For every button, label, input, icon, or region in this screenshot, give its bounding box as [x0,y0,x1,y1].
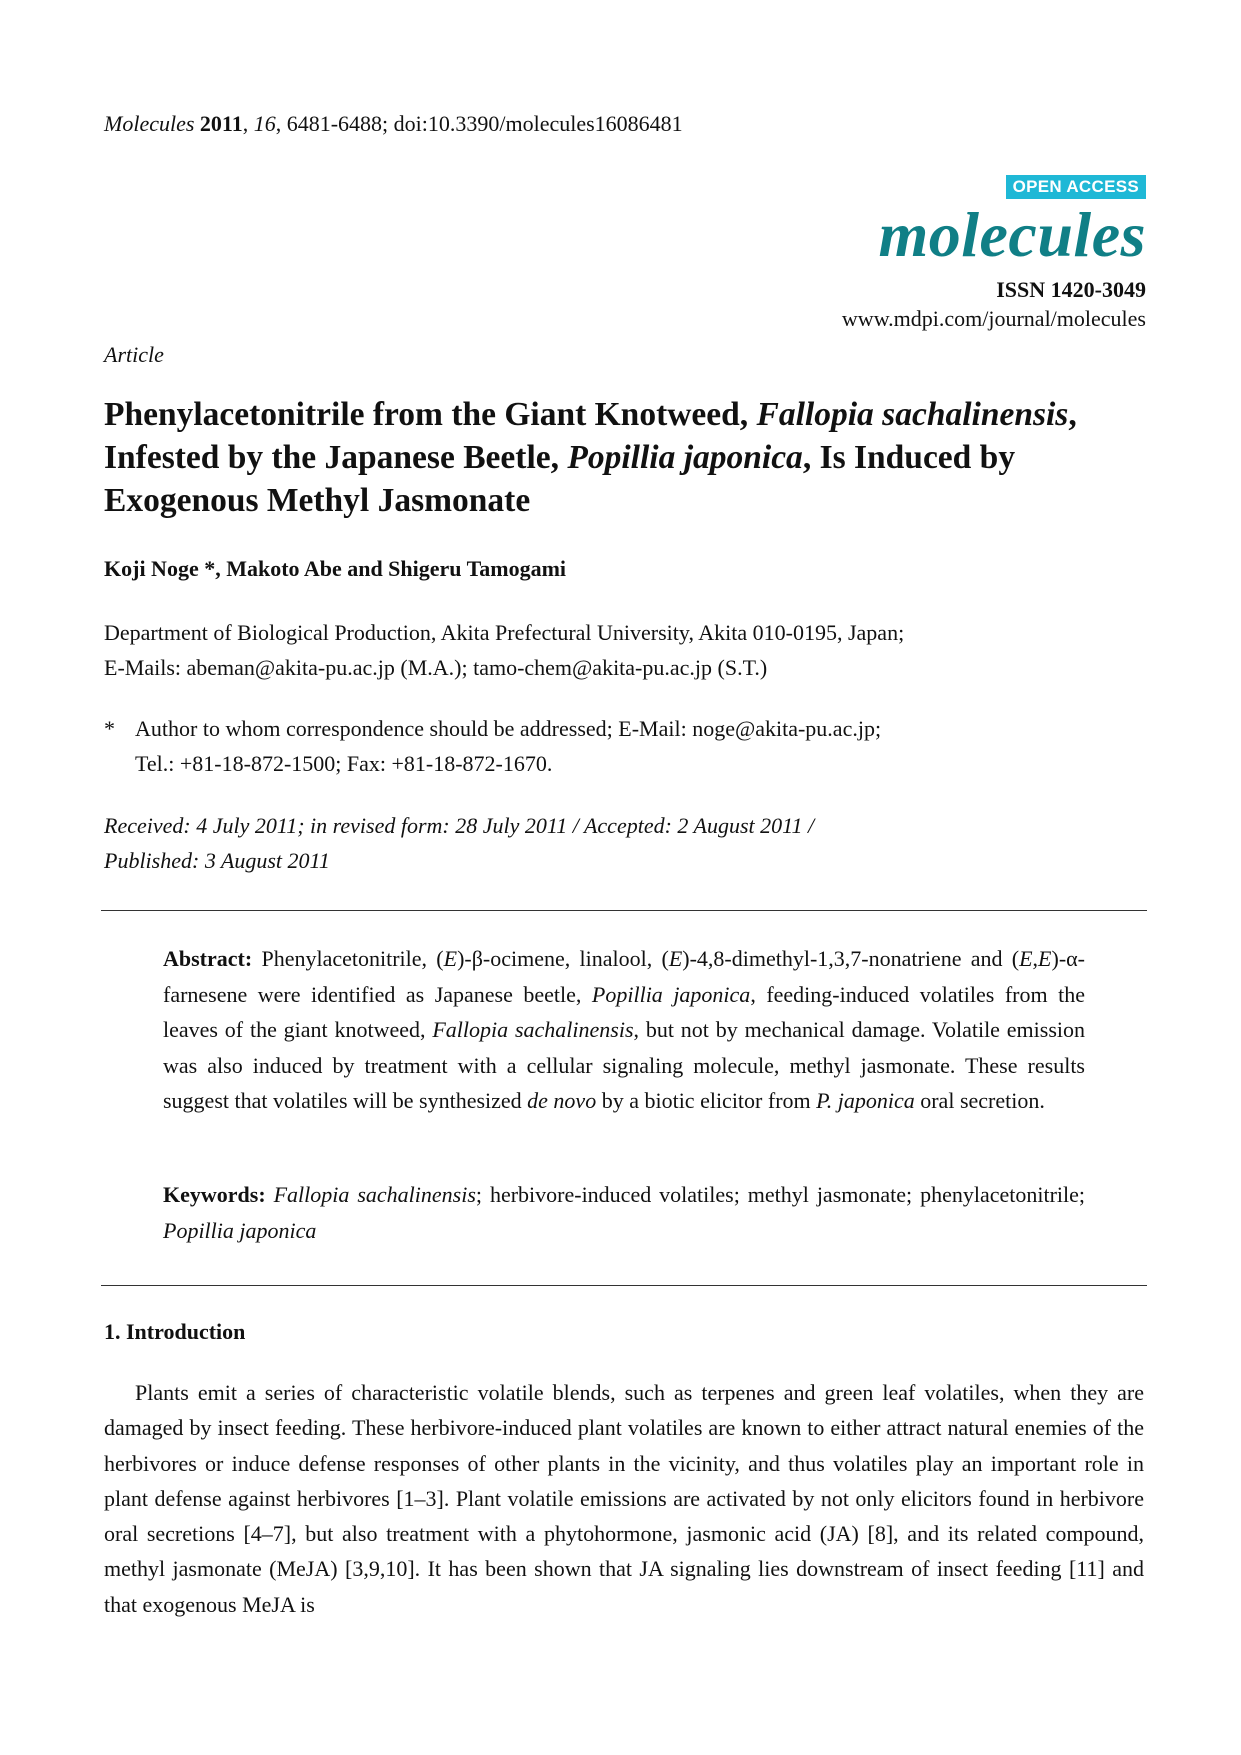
correspondence-note [104,711,881,781]
abstract-text: oral secretion. [914,1088,1045,1113]
abstract-text: )-4,8-dimethyl-1,3,7-nonatriene and ( [682,946,1020,971]
abstract-label: Abstract: [163,946,253,971]
dates-line-1: Received: 4 July 2011; in revised form: 28 July 2011 / Accepted: 2 August 2011 / [104,813,815,838]
divider-top [101,910,1147,911]
abstract-text: )-β-ocimene, linalool, ( [457,946,669,971]
abstract-text: by a biotic elicitor from [596,1088,817,1113]
citation-pages-doi: , 6481-6488; doi:10.3390/molecules16086481 [275,111,683,136]
divider-bottom [101,1285,1147,1286]
correspondence-line-1: Author to whom correspondence should be addressed; E-Mail: noge@akita-pu.ac.jp; [135,716,882,741]
open-access-badge: OPEN ACCESS [1006,175,1146,199]
abstract-text: , [1032,946,1039,971]
paper-title [104,393,1144,522]
correspondence-line-2: Tel.: +81-18-872-1500; Fax: +81-18-872-1670. [135,751,553,776]
abstract-text: )-α-farnesene were identified as Japanese beetle, [163,946,1086,1007]
history-dates [104,808,814,878]
abstract-stereo: E [443,946,458,971]
keyword-species: Popillia japonica [163,1217,317,1243]
abstract-species: Popillia japonica [591,981,751,1007]
abstract-species: P. japonica [816,1088,915,1113]
title-part-2: , Infested by the Japanese Beetle, [104,396,1077,476]
title-part-1: Phenylacetonitrile from the Giant Knotweed, [104,396,757,433]
introduction-paragraph: Plants emit a series of characteristic volatile blends, such as terpenes and green leaf volatiles, when they are damaged by insect feeding. These herbivore-induced plant volatiles are known to either attract natural enemies of the herbivores or induce defense responses of other plants in the vicinity, and thus volatiles play an important role in plant defense against herbivores [1–3]. Plant volatile emissions are activated by not only elicitors found in herbivore oral secretions [4–7], but also treatment with a phytohormone, jasmonic acid (JA) [8], and its related compound, methyl jasmonate (MeJA) [3,9,10]. It has been shown that JA signaling lies downstream of insect feeding [11] and that exogenous MeJA is [104,1380,1144,1617]
journal-logo: molecules [878,199,1146,270]
dates-line-2: Published: 3 August 2011 [104,848,330,873]
abstract-stereo: E [1038,946,1052,971]
keywords-label: Keywords: [163,1182,266,1207]
abstract-species: Fallopia sachalinensis [432,1017,634,1042]
abstract-latin: de novo [527,1088,597,1113]
abstract-text: , feeding-induced volatiles from the leaves of the giant knotweed, [163,981,1085,1042]
affiliation-line-1: Department of Biological Production, Akita Prefectural University, Akita 010-0195, Japan; [104,620,905,645]
keyword-species: Fallopia sachalinensis [273,1182,476,1207]
issn: ISSN 1420-3049 [996,277,1146,302]
title-part-3: , Is Induced by Exogenous Methyl Jasmonate [104,439,1016,519]
abstract-text: , but not by mechanical damage. Volatile emission was also induced by treatment with a cellular signaling molecule, methyl jasmonate. These results suggest that volatiles will be synthesized [163,1017,1086,1113]
correspondence-marker: * [104,716,115,741]
keywords-text: ; herbivore-induced volatiles; methyl jasmonate; phenylacetonitrile; [475,1182,1086,1207]
affiliation [104,615,904,685]
abstract-stereo: E [668,946,683,971]
citation-volume: 16 [253,111,276,136]
abstract-text: Phenylacetonitrile, ( [252,946,444,971]
journal-url[interactable]: www.mdpi.com/journal/molecules [841,306,1146,331]
journal-name: Molecules [104,111,195,136]
author-list: Koji Noge *, Makoto Abe and Shigeru Tamogami [104,556,567,581]
title-species-1: Fallopia sachalinensis [756,396,1069,433]
article-type: Article [104,342,164,367]
abstract-stereo: E [1019,946,1033,971]
section-heading-introduction: 1. Introduction [104,1319,246,1344]
title-species-2: Popillia japonica [567,439,803,476]
citation-line: Molecules 2011, 16, 6481-6488; doi:10.3390/molecules16086481 [104,111,683,136]
keywords [163,1177,1085,1248]
affiliation-emails: E-Mails: abeman@akita-pu.ac.jp (M.A.); tamo-chem@akita-pu.ac.jp (S.T.) [104,655,768,680]
citation-year: 2011 [199,111,243,136]
abstract [163,941,1085,1119]
